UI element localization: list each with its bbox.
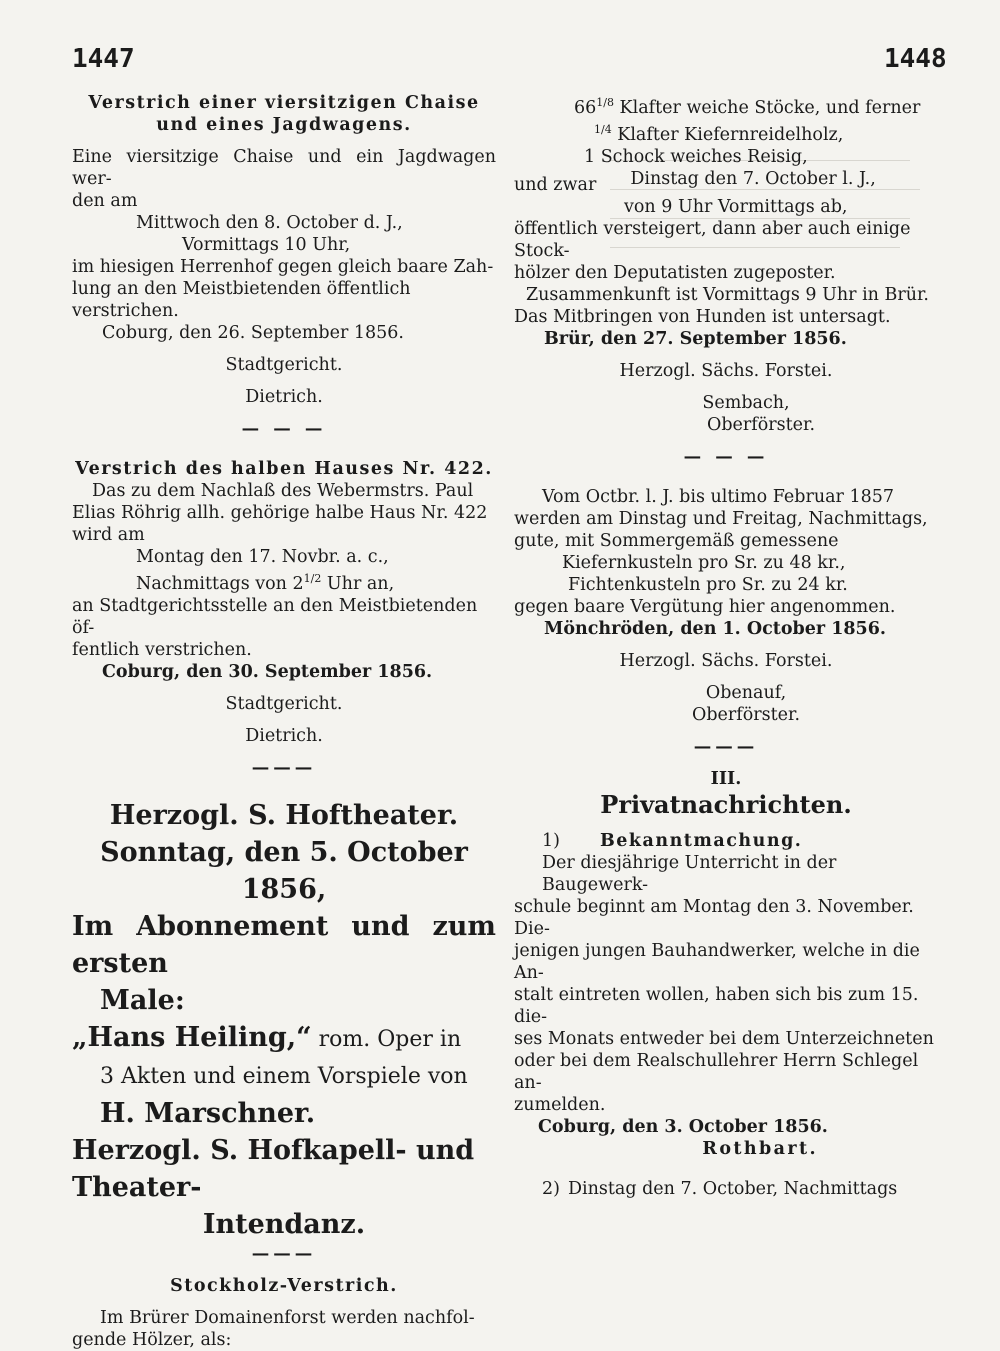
notice-second <box>514 1178 938 1200</box>
notice-date: Dinstag den 7. October l. J., <box>630 168 876 189</box>
notice-chaise <box>72 92 496 440</box>
theater-management: Herzogl. S. Hofkapell- und Theater- <box>72 1134 475 1203</box>
notice-text-line: gende Hölzer, als: <box>72 1329 232 1350</box>
section-divider: — — — <box>241 419 327 439</box>
notice-text-line: wird am <box>72 525 145 545</box>
notice-text-line: ses Monats entweder bei dem Unterzeichneten <box>514 1028 934 1049</box>
notice-place-date: Mönchröden, den 1. October 1856. <box>544 618 887 639</box>
notice-text-line: schule beginnt am Montag den 3. November. Die- <box>514 896 914 939</box>
notice-text-line: fentlich verstrichen. <box>72 639 252 660</box>
section-divider: ——— <box>693 736 759 757</box>
opera-title: „Hans Heiling,“ <box>72 1021 312 1053</box>
notice-authority: Stadtgericht. <box>225 355 343 375</box>
notice-place-date: Coburg, den 3. October 1856. <box>538 1116 828 1137</box>
notice-place-date: Brür, den 27. September 1856. <box>544 328 847 349</box>
theater-title: Herzogl. S. Hoftheater. <box>109 799 459 831</box>
opera-description: rom. Oper in <box>311 1026 462 1052</box>
notice-half-house <box>72 458 496 779</box>
notice-text: und zwar <box>514 174 597 195</box>
wood-fraction: 1/4 <box>594 122 612 136</box>
theater-announcement <box>72 797 496 1265</box>
notice-bekanntmachung <box>514 830 938 1160</box>
notice-text-line: werden am Dinstag und Freitag, Nachmittags, <box>514 508 928 529</box>
notice-heading: Verstrich einer viersitzigen Chaise und eines Jagdwagens. <box>88 93 480 135</box>
price-item: Fichtenkusteln pro Sr. zu 24 kr. <box>568 574 848 595</box>
price-item: Kiefernkusteln pro Sr. zu 48 kr., <box>562 552 846 573</box>
section-divider: ——— <box>251 757 317 778</box>
page-number-left: 1447 <box>72 44 135 74</box>
notice-text-line: den am <box>72 191 138 211</box>
notice-number: 2) <box>542 1178 560 1199</box>
notice-text-line: stalt eintreten wollen, haben sich bis zum 15. die- <box>514 984 919 1027</box>
wood-item <box>514 92 938 119</box>
notice-text-line: an Stadtgerichtsstelle an den Meistbietenden öf- <box>72 595 478 638</box>
notice-text-line: Im Brürer Domainenforst werden nachfol- <box>100 1307 475 1328</box>
theater-date: Sonntag, den 5. October 1856, <box>100 836 468 905</box>
wood-fraction: 1/8 <box>596 96 614 109</box>
notice-time: Vormittags 10 Uhr, <box>182 235 351 255</box>
notice-text-line: Zusammenkunft ist Vormittags 9 Uhr in Brür. <box>526 284 929 305</box>
notice-heading-line <box>514 830 938 852</box>
notice-date-line <box>514 168 938 196</box>
section-number: III. <box>710 768 742 789</box>
notice-heading: Verstrich des halben Hauses Nr. 422. <box>75 459 493 479</box>
theater-line: Male: <box>100 984 185 1016</box>
notice-text-line: gute, mit Sommergemäß gemessene <box>514 530 839 551</box>
notice-text-line: Das zu dem Nachlaß des Webermstrs. Paul <box>92 481 474 501</box>
notice-text-line: zumelden. <box>514 1094 606 1115</box>
notice-date: Montag den 17. Novbr. a. c., <box>136 547 389 567</box>
notice-heading: Stockholz-Verstrich. <box>170 1275 398 1296</box>
private-news-section <box>514 768 938 1200</box>
opera-title-line <box>72 1019 496 1058</box>
time-text: Nachmittags von 2 <box>136 573 304 594</box>
time-text-end: Uhr an, <box>321 573 395 594</box>
notice-text-line: Das Mitbringen von Hunden ist untersagt. <box>514 306 891 327</box>
notice-time: von 9 Uhr Vormittags ab, <box>624 196 848 217</box>
notice-signer: Dietrich. <box>245 725 323 746</box>
time-fraction: 1/2 <box>303 572 322 585</box>
notice-number: 1) <box>542 830 560 851</box>
notice-text-line: im hiesigen Herrenhof gegen gleich baare Zah- <box>72 257 494 277</box>
notice-signer: Obenauf, <box>705 682 787 703</box>
notice-text-line: Eine viersitzige Chaise und ein Jagdwagen wer- <box>72 147 496 189</box>
wood-item <box>514 119 938 146</box>
notice-place-date: Coburg, den 26. September 1856. <box>102 323 404 343</box>
theater-line: Im Abonnement und zum ersten <box>72 910 496 979</box>
notice-authority: Herzogl. Sächs. Forstei. <box>619 360 833 381</box>
notice-text-line: gegen baare Vergütung hier angenommen. <box>514 596 896 617</box>
notice-signer: Rothbart. <box>702 1138 818 1159</box>
wood-qty: 66 <box>574 97 597 118</box>
notice-text-line: Dinstag den 7. October, Nachmittags <box>567 1178 898 1199</box>
notice-signer-title: Oberförster. <box>691 704 801 725</box>
section-divider: ——— <box>251 1243 317 1264</box>
notice-time <box>72 568 496 595</box>
wood-text: Klafter weiche Stöcke, und ferner <box>613 97 921 118</box>
notice-stockholz <box>72 1275 496 1351</box>
notice-text-line: oder bei dem Realschullehrer Herrn Schlegel an- <box>514 1050 919 1093</box>
notice-text-line: jenigen jungen Bauhandwerker, welche in die An- <box>514 940 920 983</box>
theater-management: Intendanz. <box>202 1208 366 1240</box>
notice-text-line: lung an den Meistbietenden öffentlich verstrichen. <box>72 279 411 321</box>
section-title: Privatnachrichten. <box>600 789 852 819</box>
notice-date: Mittwoch den 8. October d. J., <box>136 213 403 233</box>
section-divider: — — — <box>683 446 769 467</box>
notice-heading: Bekanntmachung. <box>599 830 803 851</box>
composer: H. Marschner. <box>100 1097 316 1129</box>
notice-authority: Herzogl. Sächs. Forstei. <box>619 650 833 671</box>
notice-text-line: Elias Röhrig allh. gehörige halbe Haus Nr. 422 <box>72 503 488 523</box>
page-number-right: 1448 <box>884 44 947 74</box>
notice-text-line: Vom Octbr. l. J. bis ultimo Februar 1857 <box>542 486 894 507</box>
notice-text-line: öffentlich versteigert, dann aber auch einige Stock- <box>514 218 911 261</box>
notice-signer: Dietrich. <box>245 387 323 407</box>
wood-text: Klafter Kiefernreidelholz, <box>611 124 844 145</box>
right-column <box>514 92 938 1200</box>
notice-text-line: Der diesjährige Unterricht in der Baugewerk- <box>542 852 837 895</box>
notice-place-date: Coburg, den 30. September 1856. <box>102 661 433 682</box>
wood-item: 1 Schock weiches Reisig, <box>584 146 808 167</box>
left-column <box>72 92 496 1351</box>
notice-kiefernkusteln <box>514 486 938 758</box>
notice-signer-title: Oberförster. <box>706 414 816 435</box>
theater-line: 3 Akten und einem Vorspiele von <box>100 1063 468 1089</box>
notice-signer: Sembach, <box>702 392 790 413</box>
notice-text-line: hölzer den Deputatisten zugeposter. <box>514 262 836 283</box>
notice-authority: Stadtgericht. <box>225 693 343 714</box>
notice-stockholz-continued <box>514 92 938 468</box>
